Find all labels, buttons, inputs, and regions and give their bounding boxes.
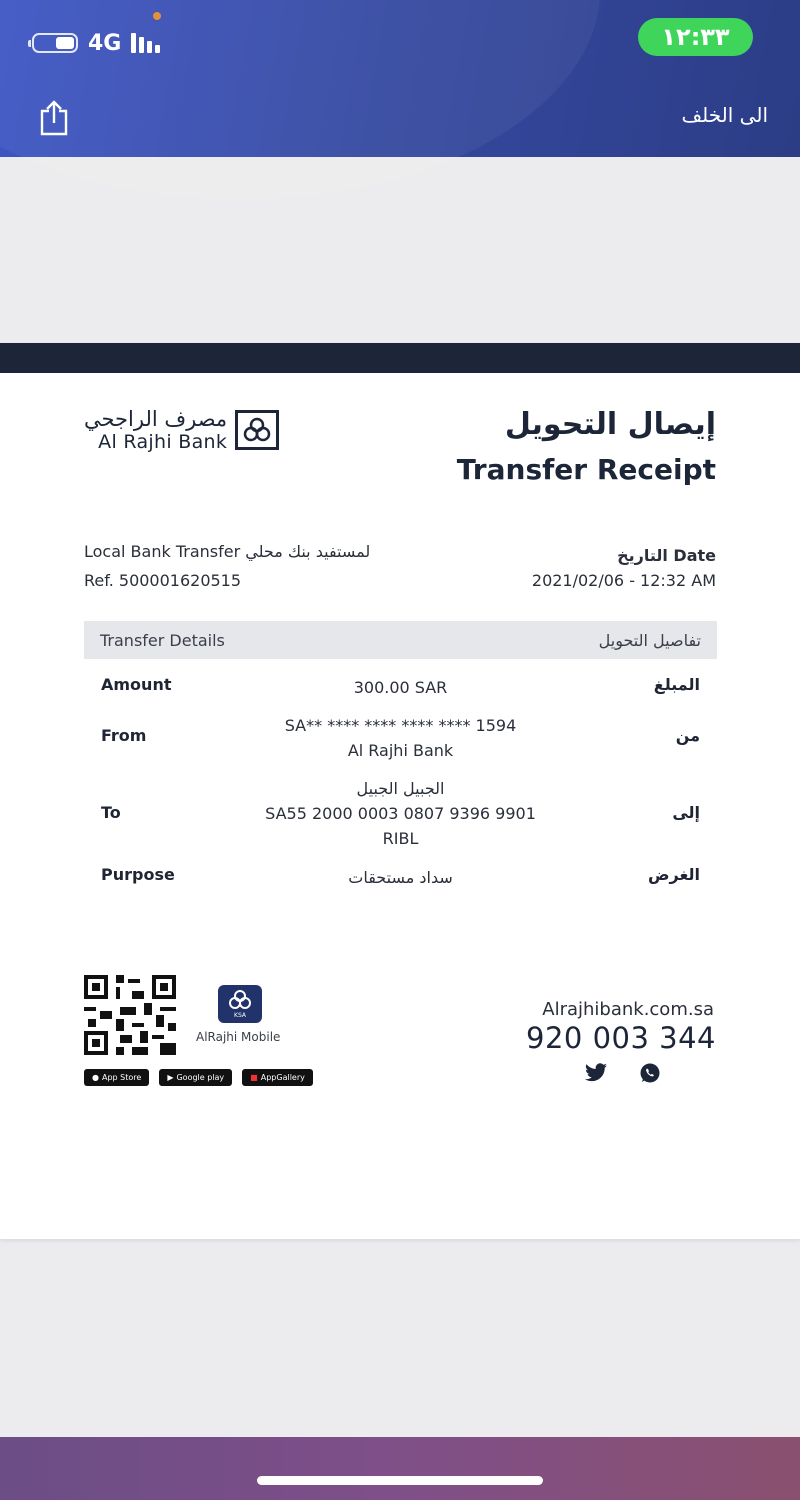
camera-indicator bbox=[153, 12, 161, 20]
detail-row-to bbox=[84, 776, 717, 854]
app-header bbox=[0, 0, 800, 157]
bottom-bar bbox=[0, 1437, 800, 1500]
row-label-ar: الغرض bbox=[648, 865, 700, 884]
signal-icon bbox=[131, 33, 160, 53]
store-badges bbox=[84, 1069, 313, 1086]
google-play-badge[interactable]: ▶ Google play bbox=[159, 1069, 232, 1086]
from-account: SA** **** **** **** **** 1594 bbox=[284, 716, 517, 735]
bank-logo-icon bbox=[235, 410, 279, 450]
row-label-en: To bbox=[101, 803, 121, 822]
row-value bbox=[84, 713, 717, 763]
row-value bbox=[84, 776, 717, 851]
detail-row-purpose bbox=[84, 865, 717, 891]
details-header-ar: تفاصيل التحويل bbox=[598, 630, 701, 650]
row-label-en: Purpose bbox=[101, 865, 175, 884]
social-links bbox=[584, 1062, 662, 1084]
row-label-ar: من bbox=[675, 726, 700, 745]
alrajhi-mobile-app-icon[interactable] bbox=[218, 985, 262, 1023]
battery-icon bbox=[32, 33, 78, 53]
row-label-ar: إلى bbox=[672, 803, 700, 822]
bank-name-ar: مصرف الراجحي bbox=[84, 407, 228, 431]
play-icon: ▶ bbox=[167, 1073, 174, 1082]
amount-value: 300.00 SAR bbox=[353, 678, 448, 697]
receipt-title-en: Transfer Receipt bbox=[456, 453, 716, 486]
date-label: التاريخ Date bbox=[617, 546, 716, 565]
bank-logo bbox=[84, 407, 279, 453]
apple-icon: ● bbox=[92, 1073, 99, 1082]
reference-number: Ref. 500001620515 bbox=[84, 571, 242, 590]
details-header-en: Transfer Details bbox=[100, 630, 225, 650]
to-iban: SA55 2000 0003 0807 9396 9901 bbox=[265, 804, 536, 823]
twitter-icon[interactable] bbox=[584, 1062, 608, 1084]
row-label-en: Amount bbox=[101, 675, 172, 694]
share-icon bbox=[36, 99, 72, 137]
bank-phone[interactable]: 920 003 344 bbox=[526, 1021, 716, 1055]
detail-row-amount bbox=[84, 675, 717, 701]
home-indicator[interactable] bbox=[257, 1476, 543, 1485]
status-time: ١٢:٣٣ bbox=[638, 18, 753, 56]
date-value: 2021/02/06 - 12:32 AM bbox=[531, 571, 716, 590]
share-button[interactable] bbox=[34, 98, 74, 138]
to-bank-code: RIBL bbox=[382, 829, 419, 848]
app-label: AlRajhi Mobile bbox=[196, 1030, 281, 1044]
qr-code bbox=[84, 975, 176, 1055]
receipt-title-ar: إيصال التحويل bbox=[504, 407, 716, 442]
transfer-type: Local Bank Transfer لمستفيد بنك محلي bbox=[84, 542, 371, 561]
row-label-en: From bbox=[101, 726, 147, 745]
purpose-value: سداد مستحقات bbox=[348, 868, 453, 887]
status-bar-left bbox=[32, 28, 160, 58]
transfer-meta bbox=[84, 542, 370, 600]
bank-website[interactable]: Alrajhibank.com.sa bbox=[542, 999, 714, 1020]
to-name: الجبيل الجبيل bbox=[356, 779, 445, 798]
bank-name-en: Al Rajhi Bank bbox=[98, 431, 228, 453]
from-bank: Al Rajhi Bank bbox=[347, 741, 454, 760]
whatsapp-icon[interactable] bbox=[638, 1062, 662, 1084]
app-region-badge: KSA bbox=[234, 1012, 246, 1019]
receipt-top-bar bbox=[0, 343, 800, 373]
details-header bbox=[84, 621, 717, 659]
row-value bbox=[84, 865, 717, 890]
row-label-ar: المبلغ bbox=[653, 675, 700, 694]
row-value bbox=[84, 675, 717, 700]
network-type: 4G bbox=[88, 30, 122, 56]
huawei-icon: ■ bbox=[250, 1073, 258, 1082]
transfer-receipt bbox=[0, 343, 800, 1239]
back-button[interactable]: الى الخلف bbox=[681, 103, 768, 127]
detail-row-from bbox=[84, 713, 717, 765]
app-store-badge[interactable]: ● App Store bbox=[84, 1069, 149, 1086]
date-block bbox=[532, 546, 716, 590]
app-gallery-badge[interactable]: ■ AppGallery bbox=[242, 1069, 313, 1086]
